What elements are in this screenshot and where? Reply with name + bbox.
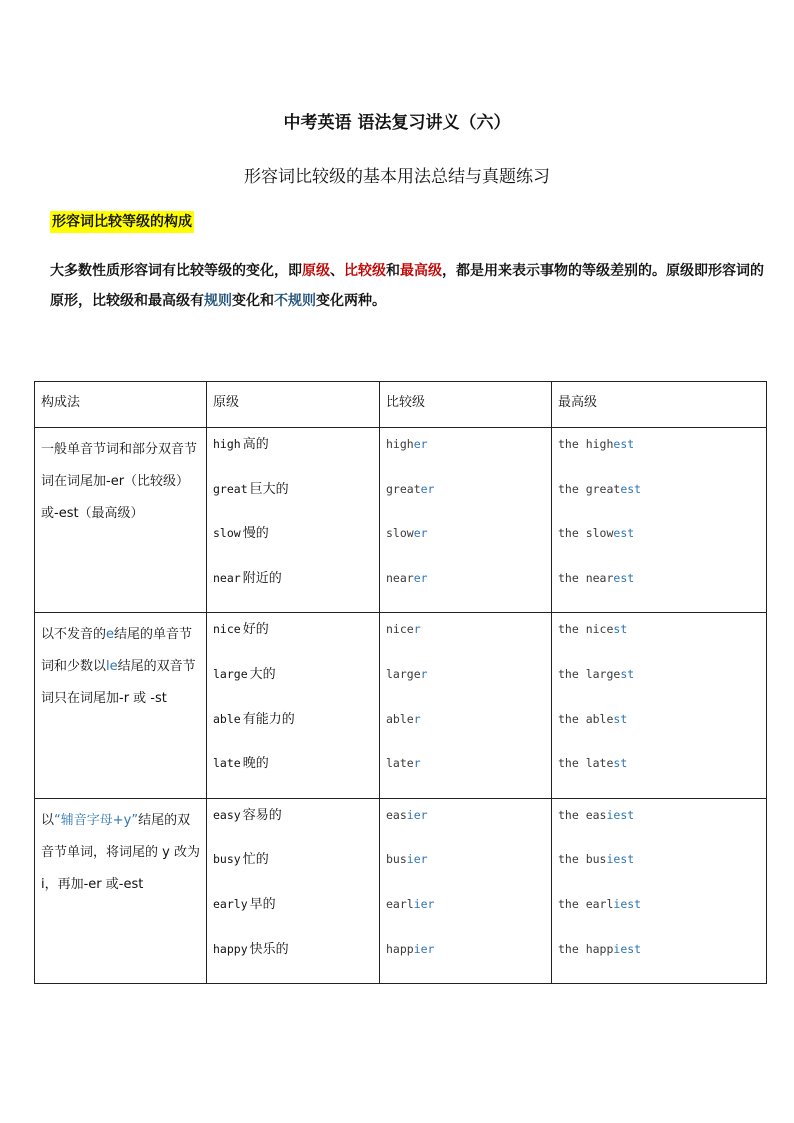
header-comparative: 比较级 — [380, 382, 552, 428]
base-word: near 附近的 — [213, 570, 282, 586]
comparative-word: larger — [386, 666, 428, 681]
base-word: large 大的 — [213, 666, 276, 682]
comparative-word: earlier — [386, 896, 435, 911]
superlative-word: the busiest — [558, 852, 635, 867]
term-base-form: 原级 — [302, 263, 330, 279]
header-superlative: 最高级 — [552, 382, 767, 428]
term-superlative: 最高级 — [400, 263, 442, 279]
comparative-word: higher — [386, 437, 428, 451]
superlative-word: the nicest — [558, 622, 628, 637]
superlative-word: the happiest — [558, 941, 642, 956]
superlative-word: the slowest — [558, 526, 635, 541]
page-title: 中考英语 语法复习讲义（六） — [283, 113, 511, 133]
comparative-word: nicer — [386, 622, 421, 637]
base-word: late 晚的 — [213, 756, 269, 772]
comparative-word: greater — [386, 481, 435, 496]
rule-text: 以“辅音字母+y”结尾的双音节单词，将词尾的 y 改为 i，再加-er 或-est — [41, 812, 200, 892]
base-word: busy 忙的 — [213, 852, 269, 868]
base-word: slow 慢的 — [213, 526, 269, 542]
base-word: high 高的 — [213, 437, 269, 452]
superlative-word: the highest — [558, 437, 635, 451]
superlative-word: the earliest — [558, 896, 642, 911]
rule-text: 一般单音节词和部分双音节词在词尾加-er（比较级）或-est（最高级） — [41, 442, 198, 521]
base-word: great 巨大的 — [213, 481, 289, 497]
rule-cell — [35, 613, 207, 798]
base-cell — [207, 798, 380, 983]
page-subtitle: 形容词比较级的基本用法总结与真题练习 — [244, 167, 550, 187]
superlative-word: the nearest — [558, 570, 635, 585]
comparative-word: happier — [386, 941, 435, 956]
superlative-word: the easiest — [558, 807, 635, 822]
base-cell — [207, 428, 380, 613]
base-word: early 早的 — [213, 896, 276, 912]
base-cell — [207, 613, 380, 798]
comparison-table — [34, 381, 767, 984]
table-header-row — [35, 382, 767, 428]
table-row — [35, 428, 767, 613]
superlative-cell — [552, 798, 767, 983]
superlative-cell — [552, 428, 767, 613]
superlative-word: the latest — [558, 756, 628, 771]
table-row — [35, 798, 767, 983]
term-regular: 规则 — [204, 293, 232, 309]
comparative-word: later — [386, 756, 421, 771]
base-word: easy 容易的 — [213, 807, 282, 823]
term-irregular: 不规则 — [274, 293, 316, 309]
superlative-word: the greatest — [558, 481, 642, 496]
comparative-word: abler — [386, 711, 421, 726]
intro-paragraph: 大多数性质形容词有比较等级的变化，即原级、比较级和最高级，都是用来表示事物的等级差别的。原级即形容词的原形，比较级和最高级有规则变化和不规则变化两种。 — [50, 263, 764, 309]
base-word: nice 好的 — [213, 622, 269, 638]
header-formation: 构成法 — [35, 382, 207, 428]
base-word: able 有能力的 — [213, 711, 295, 727]
superlative-word: the ablest — [558, 711, 628, 726]
section-heading: 形容词比较等级的构成 — [50, 211, 194, 233]
rule-cell — [35, 428, 207, 613]
comparative-word: slower — [386, 526, 428, 541]
comparative-word: easier — [386, 807, 428, 822]
comparative-word: nearer — [386, 570, 428, 585]
rule-cell — [35, 798, 207, 983]
term-comparative: 比较级 — [344, 263, 386, 279]
comparative-word: busier — [386, 852, 428, 867]
rule-text: 以不发音的e结尾的单音节词和少数以le结尾的双音节词只在词尾加-r 或 -st — [41, 627, 196, 707]
superlative-word: the largest — [558, 666, 635, 681]
comparative-cell — [380, 613, 552, 798]
header-base: 原级 — [207, 382, 380, 428]
table-row — [35, 613, 767, 798]
comparative-cell — [380, 428, 552, 613]
superlative-cell — [552, 613, 767, 798]
comparative-cell — [380, 798, 552, 983]
base-word: happy 快乐的 — [213, 941, 289, 957]
